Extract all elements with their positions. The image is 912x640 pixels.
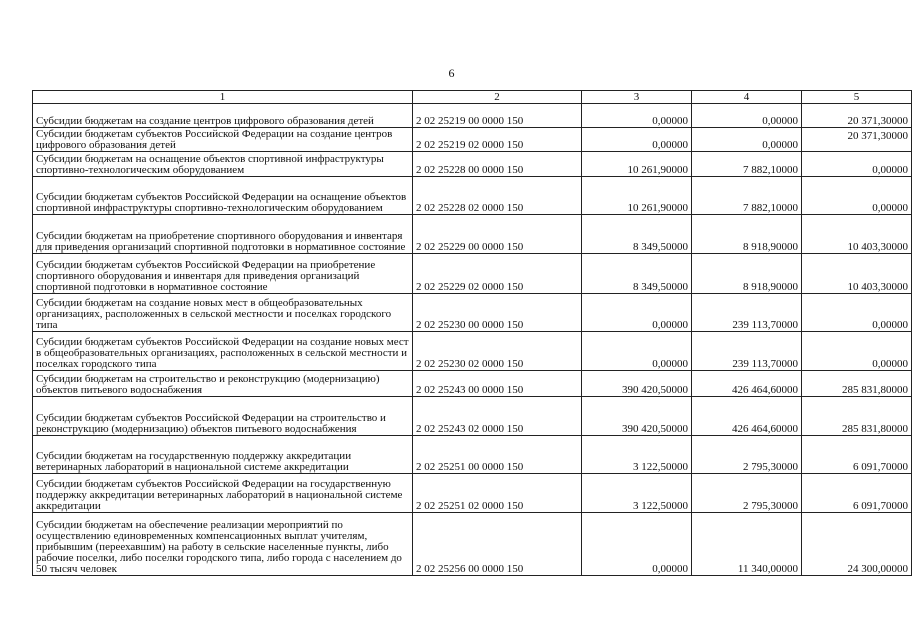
value-column-5: 20 371,30000 xyxy=(802,128,912,152)
row-description: Субсидии бюджетам субъектов Российской Федерации на создание новых мест в общеобразовательных организациях, расположенных в сельской местности и поселках городского типа xyxy=(33,332,413,371)
row-description: Субсидии бюджетам субъектов Российской Федерации на приобретение спортивного оборудования и инвентаря для приведения организаций спортивной подготовки в нормативное состояние xyxy=(33,254,413,294)
value-column-5: 6 091,70000 xyxy=(802,436,912,474)
value-column-5: 10 403,30000 xyxy=(802,254,912,294)
value-column-3: 390 420,50000 xyxy=(582,397,692,436)
value-column-3: 0,00000 xyxy=(582,332,692,371)
value-column-4: 11 340,00000 xyxy=(692,513,802,576)
value-column-4: 2 795,30000 xyxy=(692,436,802,474)
row-description: Субсидии бюджетам субъектов Российской Федерации на оснащение объектов спортивной инфраструктуры спортивно-технологическим оборудованием xyxy=(33,177,413,215)
budget-code: 2 02 25219 00 0000 150 xyxy=(413,104,582,128)
value-column-5: 0,00000 xyxy=(802,177,912,215)
value-column-5: 285 831,80000 xyxy=(802,371,912,397)
table-row xyxy=(33,436,912,474)
value-column-4: 2 795,30000 xyxy=(692,474,802,513)
table-row xyxy=(33,397,912,436)
table-row xyxy=(33,152,912,177)
value-column-4: 0,00000 xyxy=(692,104,802,128)
value-column-3: 0,00000 xyxy=(582,104,692,128)
value-column-3: 0,00000 xyxy=(582,128,692,152)
value-column-3: 8 349,50000 xyxy=(582,215,692,254)
table-row xyxy=(33,128,912,152)
value-column-5: 0,00000 xyxy=(802,294,912,332)
value-column-5: 0,00000 xyxy=(802,332,912,371)
value-column-3: 10 261,90000 xyxy=(582,177,692,215)
budget-code: 2 02 25219 02 0000 150 xyxy=(413,128,582,152)
value-column-4: 8 918,90000 xyxy=(692,215,802,254)
value-column-4: 7 882,10000 xyxy=(692,177,802,215)
table-row xyxy=(33,513,912,576)
value-column-3: 0,00000 xyxy=(582,513,692,576)
value-column-4: 426 464,60000 xyxy=(692,397,802,436)
value-column-4: 239 113,70000 xyxy=(692,332,802,371)
value-column-3: 8 349,50000 xyxy=(582,254,692,294)
row-description: Субсидии бюджетам субъектов Российской Федерации на строительство и реконструкцию (модернизацию) объектов питьевого водоснабжения xyxy=(33,397,413,436)
value-column-3: 3 122,50000 xyxy=(582,474,692,513)
row-description: Субсидии бюджетам на оснащение объектов спортивной инфраструктуры спортивно-технологическим оборудованием xyxy=(33,152,413,177)
table-row xyxy=(33,177,912,215)
value-column-4: 8 918,90000 xyxy=(692,254,802,294)
value-column-3: 10 261,90000 xyxy=(582,152,692,177)
budget-code: 2 02 25243 00 0000 150 xyxy=(413,371,582,397)
column-header-3: 3 xyxy=(582,91,692,104)
column-header-1: 1 xyxy=(33,91,413,104)
value-column-3: 390 420,50000 xyxy=(582,371,692,397)
value-column-4: 239 113,70000 xyxy=(692,294,802,332)
row-description: Субсидии бюджетам на обеспечение реализации мероприятий по осуществлению единовременных компенсационных выплат учителям, прибывшим (переехавшим) на работу в сельские населенные пункты, либо рабочие поселки, либо поселки городского типа, либо города с населением до 50 тысяч человек xyxy=(33,513,413,576)
value-column-5: 10 403,30000 xyxy=(802,215,912,254)
budget-code: 2 02 25229 02 0000 150 xyxy=(413,254,582,294)
budget-code: 2 02 25243 02 0000 150 xyxy=(413,397,582,436)
budget-code: 2 02 25230 02 0000 150 xyxy=(413,332,582,371)
row-description: Субсидии бюджетам субъектов Российской Федерации на государственную поддержку аккредитации ветеринарных лабораторий в национальной системе аккредитации xyxy=(33,474,413,513)
budget-code: 2 02 25251 02 0000 150 xyxy=(413,474,582,513)
budget-code: 2 02 25228 00 0000 150 xyxy=(413,152,582,177)
column-header-2: 2 xyxy=(413,91,582,104)
row-description: Субсидии бюджетам на приобретение спортивного оборудования и инвентаря для приведения организаций спортивной подготовки в нормативное состояние xyxy=(33,215,413,254)
value-column-5: 285 831,80000 xyxy=(802,397,912,436)
column-header-5: 5 xyxy=(802,91,912,104)
column-header-4: 4 xyxy=(692,91,802,104)
table-row xyxy=(33,294,912,332)
value-column-4: 0,00000 xyxy=(692,128,802,152)
row-description: Субсидии бюджетам на государственную поддержку аккредитации ветеринарных лабораторий в национальной системе аккредитации xyxy=(33,436,413,474)
table-row xyxy=(33,371,912,397)
budget-code: 2 02 25256 00 0000 150 xyxy=(413,513,582,576)
value-column-5: 6 091,70000 xyxy=(802,474,912,513)
page-number: 6 xyxy=(448,66,455,80)
row-description: Субсидии бюджетам на строительство и реконструкцию (модернизацию) объектов питьевого водоснабжения xyxy=(33,371,413,397)
row-description: Субсидии бюджетам субъектов Российской Федерации на создание центров цифрового образования детей xyxy=(33,128,413,152)
budget-code: 2 02 25251 00 0000 150 xyxy=(413,436,582,474)
value-column-5: 0,00000 xyxy=(802,152,912,177)
table-row xyxy=(33,332,912,371)
value-column-4: 426 464,60000 xyxy=(692,371,802,397)
table-row xyxy=(33,254,912,294)
value-column-5: 20 371,30000 xyxy=(802,104,912,128)
table-row xyxy=(33,215,912,254)
table-row xyxy=(33,474,912,513)
row-description: Субсидии бюджетам на создание новых мест в общеобразовательных организациях, расположенных в сельской местности и поселках городского типа xyxy=(33,294,413,332)
value-column-4: 7 882,10000 xyxy=(692,152,802,177)
value-column-5: 24 300,00000 xyxy=(802,513,912,576)
value-column-3: 3 122,50000 xyxy=(582,436,692,474)
value-column-3: 0,00000 xyxy=(582,294,692,332)
budget-table xyxy=(32,90,912,576)
budget-code: 2 02 25228 02 0000 150 xyxy=(413,177,582,215)
table-row xyxy=(33,104,912,128)
table-header-row xyxy=(33,91,912,104)
row-description: Субсидии бюджетам на создание центров цифрового образования детей xyxy=(33,104,413,128)
budget-code: 2 02 25230 00 0000 150 xyxy=(413,294,582,332)
budget-code: 2 02 25229 00 0000 150 xyxy=(413,215,582,254)
